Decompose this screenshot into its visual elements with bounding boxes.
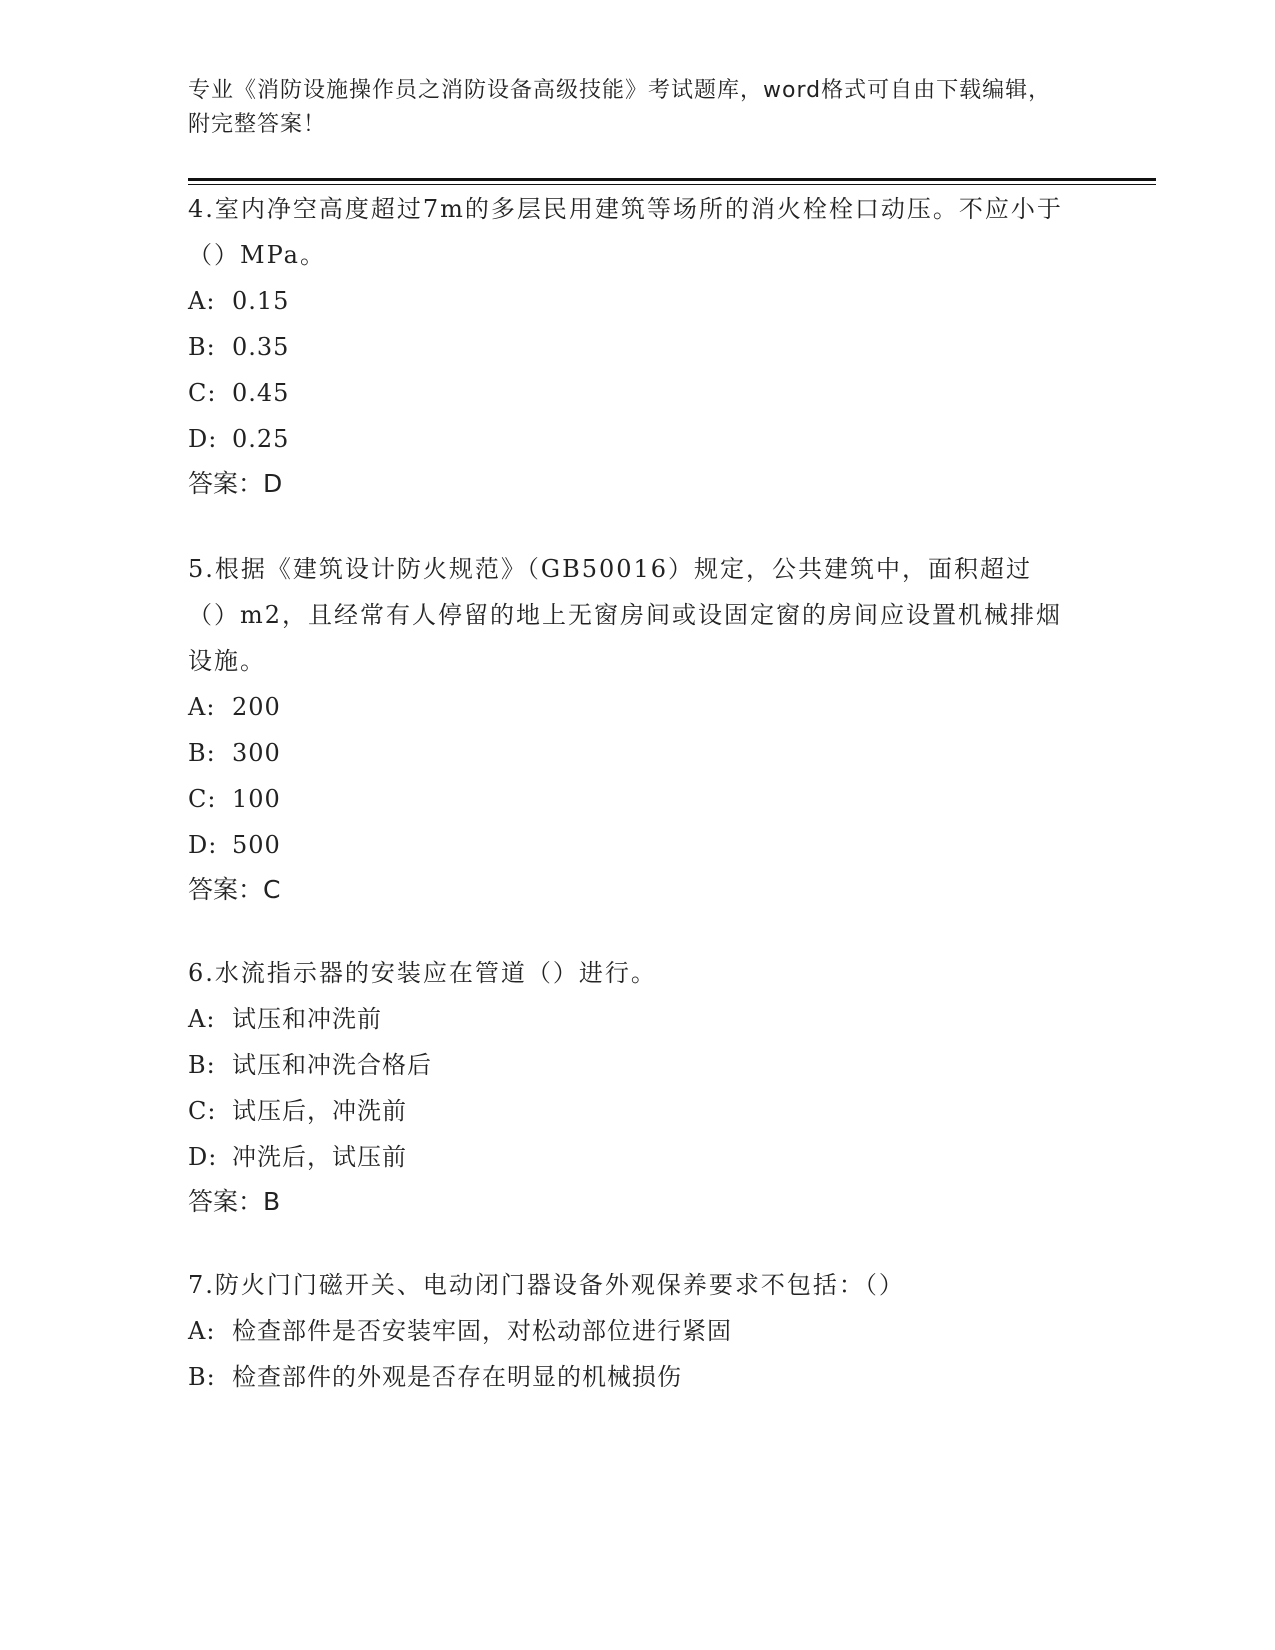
answer-label: 答案： — [188, 1187, 264, 1216]
option-d — [188, 822, 1068, 868]
answer-value: B — [263, 1187, 281, 1216]
option-text: 试压和冲洗前 — [232, 1005, 382, 1033]
option-text: 0.15 — [232, 287, 290, 315]
option-text: 300 — [232, 739, 281, 767]
question-stem: 6.水流指示器的安装应在管道（）进行。 — [188, 959, 657, 987]
option-text: 200 — [232, 693, 281, 721]
option-b — [188, 324, 1068, 370]
option-b — [188, 1042, 1068, 1088]
option-text: 500 — [232, 831, 281, 859]
question-stem: 5.根据《建筑设计防火规范》（GB50016）规定，公共建筑中，面积超过（）m2，且经常有人停留的地上无窗房间或设固定窗的房间应设置机械排烟设施。 — [188, 555, 1063, 675]
option-d — [188, 1134, 1068, 1180]
option-key: B: — [188, 1363, 216, 1391]
question-7 — [188, 1262, 1068, 1400]
option-b — [188, 1354, 1068, 1400]
option-key: A: — [188, 1317, 216, 1345]
answer-value: D — [263, 469, 283, 498]
option-text: 试压和冲洗合格后 — [232, 1051, 432, 1079]
question-5 — [188, 546, 1068, 912]
option-text: 0.25 — [232, 425, 290, 453]
option-text: 100 — [232, 785, 281, 813]
question-6 — [188, 950, 1068, 1224]
option-text: 冲洗后，试压前 — [232, 1143, 407, 1171]
option-a — [188, 278, 1068, 324]
option-d — [188, 416, 1068, 462]
answer-line — [188, 462, 1068, 506]
question-stem: 4.室内净空高度超过7m的多层民用建筑等场所的消火栓栓口动压。不应小于（）MPa。 — [188, 195, 1063, 269]
option-key: C: — [188, 785, 217, 813]
option-key: D: — [188, 425, 218, 453]
option-key: D: — [188, 1143, 218, 1171]
option-text: 试压后，冲洗前 — [232, 1097, 407, 1125]
option-text: 0.35 — [232, 333, 290, 361]
question-stem: 7.防火门门磁开关、电动闭门器设备外观保养要求不包括：（） — [188, 1271, 905, 1299]
option-key: A: — [188, 287, 216, 315]
answer-value: C — [263, 875, 281, 904]
option-c — [188, 370, 1068, 416]
option-c — [188, 1088, 1068, 1134]
option-text: 检查部件是否安装牢固，对松动部位进行紧固 — [232, 1317, 732, 1345]
option-key: C: — [188, 1097, 217, 1125]
option-key: C: — [188, 379, 217, 407]
option-key: B: — [188, 739, 216, 767]
option-text: 0.45 — [232, 379, 290, 407]
option-a — [188, 684, 1068, 730]
option-a — [188, 996, 1068, 1042]
option-key: B: — [188, 333, 216, 361]
document-header: 专业《消防设施操作员之消防设备高级技能》考试题库，word格式可自由下载编辑，附完整答案！ — [188, 78, 1052, 137]
option-c — [188, 776, 1068, 822]
header-divider-thin — [188, 184, 1156, 185]
option-text: 检查部件的外观是否存在明显的机械损伤 — [232, 1363, 682, 1391]
option-a — [188, 1308, 1068, 1354]
option-b — [188, 730, 1068, 776]
answer-label: 答案： — [188, 875, 264, 904]
answer-label: 答案： — [188, 469, 264, 498]
answer-line — [188, 1180, 1068, 1224]
question-4 — [188, 186, 1068, 506]
option-key: A: — [188, 1005, 216, 1033]
option-key: D: — [188, 831, 218, 859]
answer-line — [188, 868, 1068, 912]
option-key: B: — [188, 1051, 216, 1079]
option-key: A: — [188, 693, 216, 721]
header-divider-thick — [188, 178, 1156, 181]
